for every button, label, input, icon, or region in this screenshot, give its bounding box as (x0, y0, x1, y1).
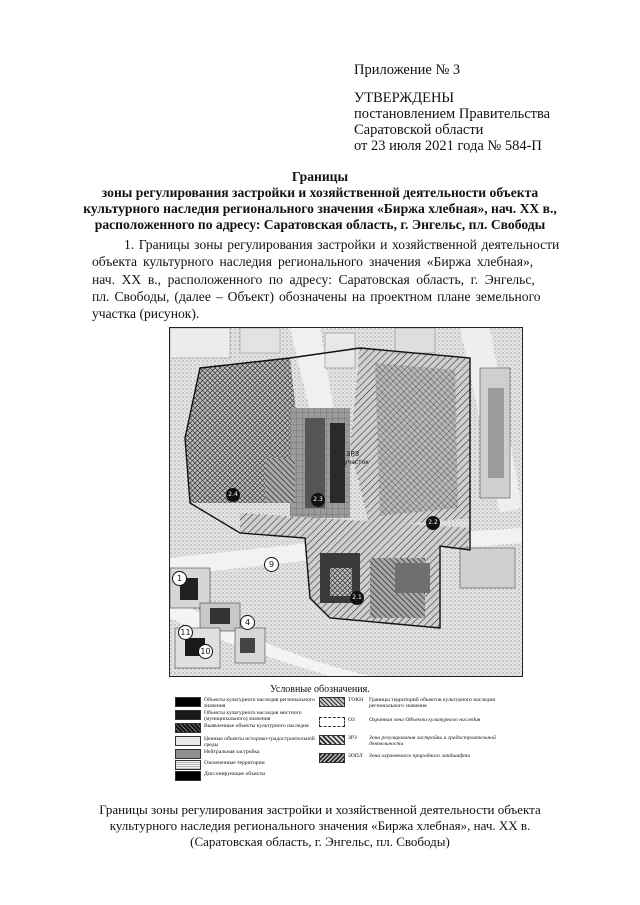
legend-item-zrz: ЗРЗ Зона регулирования застройки и градостроительной деятельности (319, 735, 515, 747)
legend-swatch (175, 736, 201, 746)
caption-line-3: (Саратовская область, г. Энгельс, пл. Свободы) (190, 834, 450, 849)
legend-item-local-heritage: Объекты культурного наследия местного (муниципального) значения (175, 710, 325, 722)
paragraph-line-5: участка (рисунок). (92, 306, 200, 321)
legend-item-regional-heritage: Объекты культурного наследия регионального значения (175, 697, 325, 709)
legend-swatch (175, 710, 201, 720)
paragraph-line-2: объекта культурного наследия регионального значения «Биржа хлебная», (92, 254, 534, 269)
legend-item-valuable-objects: Ценные объекты историко-градостроительной среды (175, 736, 325, 748)
object-badge-2-2: 2.2 (426, 516, 440, 530)
approval-line-2: Саратовской области (354, 122, 484, 138)
caption-line-1: Границы зоны регулирования застройки и хозяйственной деятельности объекта (99, 802, 541, 817)
document-title: Границы (291, 169, 349, 184)
approval-line-3: от 23 июля 2021 года № 584-П (354, 138, 542, 154)
legend-swatch (319, 697, 345, 707)
legend-swatch (175, 723, 201, 733)
legend-swatch (175, 697, 201, 707)
paragraph-line-4: пл. Свободы, (далее – Объект) обозначены на проектном плане земельного (92, 289, 541, 304)
object-marker-1: 1 (172, 571, 187, 586)
object-badge-2-1: 2.1 (350, 591, 364, 605)
object-marker-4: 4 (240, 615, 255, 630)
legend-item-dissonant-objects: Диссонирующие объекты (175, 771, 325, 781)
legend-item-oz: ОЗ Охранная зона Объекта культурного наследия (319, 717, 515, 727)
map-legend (175, 697, 515, 779)
object-badge-2-4: 2.4 (226, 488, 240, 502)
approved-label: УТВЕРЖДЕНЫ (354, 90, 455, 106)
appendix-label: Приложение № 3 (354, 62, 461, 78)
object-marker-11: 11 (178, 625, 193, 640)
caption-line-2: культурного наследия регионального значения «Биржа хлебная», нач. XX в. (109, 818, 531, 833)
site-plan-map (169, 327, 523, 677)
object-marker-10: 10 (198, 644, 213, 659)
legend-swatch (319, 717, 345, 727)
figure-caption (90, 802, 550, 850)
paragraph-line-1: 1. Границы зоны регулирования застройки и хозяйственной деятельности (124, 237, 560, 252)
document-title-line-4: расположенного по адресу: Саратовская область, г. Энгельс, пл. Свободы (94, 217, 546, 232)
legend-swatch (319, 735, 345, 745)
document-title-line-3: культурного наследия регионального значения «Биржа хлебная», нач. XX в., (83, 201, 557, 216)
paragraph-line-3: нач. XX в., расположенного по адресу: Саратовская область, г. Энгельс, (92, 272, 535, 287)
legend-item-zopl: ЗОПЛ Зона охраняемого природного ландшафта (319, 753, 515, 763)
zone-label: ЗРЗ (346, 450, 360, 458)
legend-item-neutral-buildings: Нейтральная застройка (175, 749, 325, 759)
legend-swatch (175, 760, 201, 770)
object-marker-9: 9 (264, 557, 279, 572)
body-paragraph (0, 0, 640, 330)
approval-line-1: постановлением Правительства (354, 106, 551, 122)
site-plan-drawing (170, 328, 522, 676)
legend-item-green-areas: Озелененные территории (175, 760, 325, 770)
legend-item-tokn: ТОКН Границы территорий объектов культурного наследия регионального значения (319, 697, 515, 709)
object-badge-2-3: 2.3 (311, 493, 325, 507)
legend-title: Условные обозначения. (270, 684, 370, 695)
zone-sublabel: участок (344, 459, 369, 466)
document-title-line-2: зоны регулирования застройки и хозяйственной деятельности объекта (101, 185, 539, 200)
legend-swatch (319, 753, 345, 763)
legend-swatch (175, 749, 201, 759)
legend-item-identified-objects: Выявленные объекты культурного наследия (175, 723, 325, 733)
legend-swatch (175, 771, 201, 781)
